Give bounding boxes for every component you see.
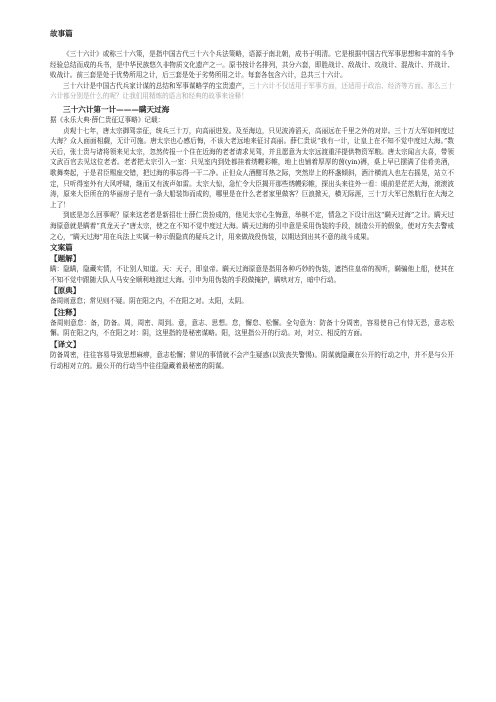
intro-paragraph-2 xyxy=(50,81,454,102)
story-source: 据《永乐大典·薛仁贵征辽事略》记载： xyxy=(50,115,165,124)
story-paragraph-2: 到底是怎么回事呢？原来这老者是新招壮士薛仁贵扮成的，他见太宗心生悔意，举棋不定，情急之下设计出这“瞒天过海”之计。瞒天过海原意就是瞒着“真龙天子”唐太宗，使之在不知不觉中度过大海。瞒天过海的引申意是采用伪装的手段，制造公开的假象，使对方失去警戒之心，“瞒天过海”用在兵法上实属一种示假隐真的疑兵之计，用来做战役伪装，以期达到出其不意的战斗成果。 xyxy=(50,211,454,241)
intro-paragraph-2-faded: 三十六计不仅适用于军事方面，还适用于政治、经济等方面。那么三十六计都分别是什么的呢？让我们用精炼的语言和经典的故事来诠释！ xyxy=(50,81,455,101)
story-heading: 三十六计第一计———瞒天过海 xyxy=(63,104,170,114)
yiwen-text: 防备周密，往往容易导致思想麻痹，意志松懈；常见的事情就不会产生疑惑(以致丧失警惕)。阴谋就隐藏在公开的行动之中，并不是与公开行动相对立的。最公开的行动当中往往隐藏着最秘密的阴谋。 xyxy=(50,351,454,370)
document-content xyxy=(50,28,454,371)
intro-paragraph-1: 《三十六计》或称三十六策，是指中国古代三十六个兵法策略，语源于南北朝，成书于明清。它是根据中国古代军事思想和丰富的斗争经验总结而成的兵书，是中华民族悠久非物质文化遗产之一。原书按计名排列，共分六套，即胜战计、敌战计、攻战计、混战计、并战计、败战计。前三套是处于优势所用之计，后三套是处于劣势所用之计。每套各包含六计，总共三十六计。 xyxy=(50,50,454,80)
heading-yuandian: 【原典】 xyxy=(50,286,81,296)
jieti-text: 瞒：隐瞒，隐藏实情，不让别人知道。天：天子，即皇帝。瞒天过海原意是指用各种巧妙的伪装，遮挡住皇帝的视听，瞒骗他上船，使其在不知不觉中跟随大队人马安全顺利地渡过大海。引申为用伪装的手段做掩护，瞒哄对方，暗中行动。 xyxy=(50,265,454,284)
zhushi-text: 备周则意怠：备，防备。周，周密、周到。意，意志、思想。怠，懈怠、松懈。全句意为：防备十分周密，容易使自己有恃无恐，意志松懈。阴在阳之内，不在阳之对：阴，这里指的是秘密谋略。阳，这里指公开的行动。对，对立、相反的方面。 xyxy=(50,318,454,338)
heading-yiwen: 【译文】 xyxy=(50,340,81,350)
section-heading-wenan: 文案篇 xyxy=(50,243,73,253)
heading-zhushi: 【注释】 xyxy=(50,307,81,317)
story-paragraph-1: 贞观十七年，唐太宗御驾亲征，统兵三十万，向高丽进发。及至海边，只见波涛滔天，高丽远在千里之外的对岸。三十万大军如何度过大海？众人面面相觑，无计可施。唐太宗也心感后悔，不该大老远地来征讨高丽。薛仁贵说“我有一计，让皇上在不知不觉中度过大海。”数天后，张士贵与诸将领来见太宗，忽然传报一个住在近海的老者请求见驾，并且愿意为太宗远渡重洋提供物资军粮。唐太宗闻言大喜，带领文武百官去见这位老者。老者把太宗引入一室：只见室内到处都挂着绣幔彩帷，地上也铺着厚厚的茵(yin)褥，桌上早已摆满了佳肴美酒，歌舞奏起，于是君臣赐座交错，把过海的事忘得一干二净。正但众人酒酣耳热之际，突然岸上的杯盏倾斜，酒汁横流人也左右摇晃，站立不定，只听得室外有大风呼啸，继而又有波声如雷。太宗大惊，急忙令大臣揭开那些绣幔彩帷，探出头来往外一看：眼前是茫茫大海，滚滚波涛，原来大臣所在的华丽房子是有一条大船装饰而成的，哪里是在什么老者家里做客？巨浪掀天，横无际涯，三十万大军已然航行在大海之上了！ xyxy=(50,126,454,209)
heading-jieti: 【题解】 xyxy=(50,254,81,264)
page-title: 故事篇 xyxy=(50,29,73,38)
intro-paragraph-2-main: 三十六计是中国古代兵家计谋的总结和军事谋略学的宝贵遗产， xyxy=(63,81,249,90)
yuandian-text: 备周则意怠；常见则不疑。阴在阳之内，不在阳之对。太阳，太阴。 xyxy=(50,297,248,306)
